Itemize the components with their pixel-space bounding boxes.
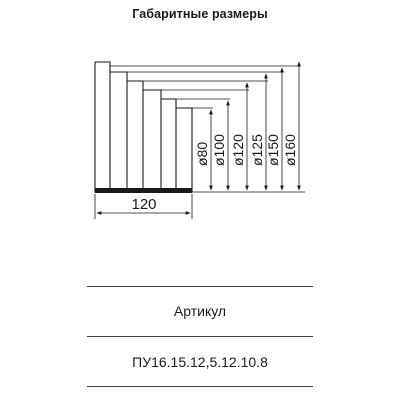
article-value: ПУ16.15.12,5.12.10.8 bbox=[132, 354, 268, 370]
length-label: 120 bbox=[131, 196, 157, 213]
diameter-label: ø100 bbox=[211, 134, 227, 166]
diameter-label: ø150 bbox=[265, 134, 281, 166]
diameter-label: ø80 bbox=[194, 141, 210, 166]
page-title: Габаритные размеры bbox=[132, 7, 268, 21]
diameter-label: ø120 bbox=[230, 134, 246, 166]
adapter-outline bbox=[95, 62, 192, 192]
diameter-label: ø125 bbox=[249, 134, 265, 166]
article-label: Артикул bbox=[173, 303, 227, 319]
divider-bottom bbox=[87, 386, 313, 387]
adapter-base bbox=[95, 188, 192, 193]
diameter-labels bbox=[194, 134, 298, 166]
diameter-label: ø160 bbox=[282, 134, 298, 166]
divider-middle bbox=[87, 336, 313, 337]
divider-top bbox=[87, 286, 313, 287]
extension-lines bbox=[110, 66, 305, 192]
